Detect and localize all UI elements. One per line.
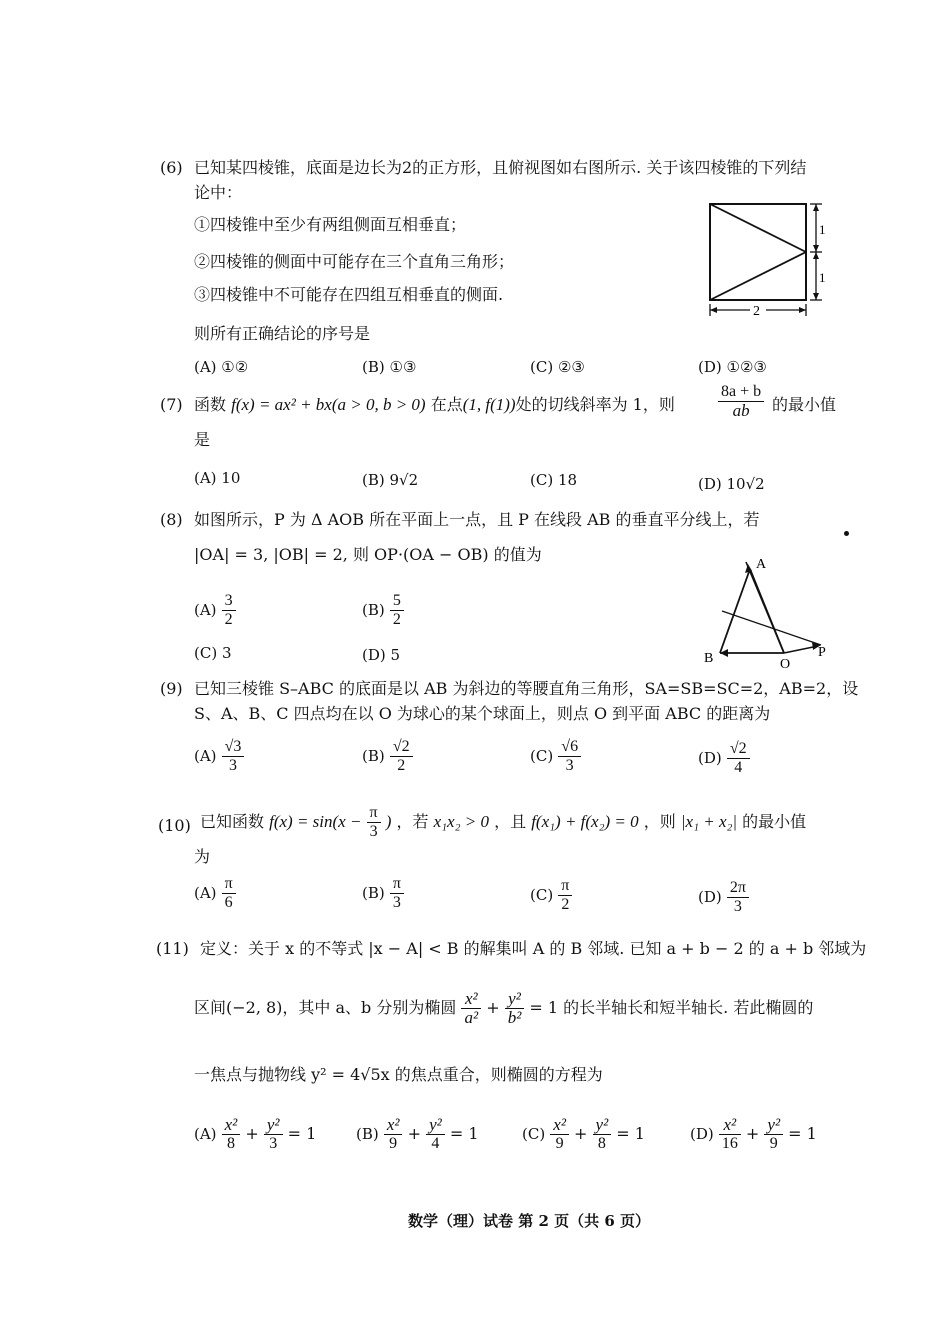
q6-stem-line1: 已知某四棱锥，底面是边长为2的正方形，且俯视图如右图所示. 关于该四棱锥的下列结 <box>194 158 807 177</box>
q6-number: (6) <box>160 158 183 177</box>
q9-option-c: (C) $\frac{√6}{3}$ <box>530 738 581 775</box>
q6-fig-dim-top: 1 <box>819 222 826 237</box>
q10-line2: 为 <box>194 847 211 866</box>
q10-option-a: (A) $\frac{\pi}{6}$ <box>194 875 236 912</box>
q10-number: (10) <box>158 816 191 835</box>
page-footer: 数学（理）试卷 第 2 页（共 6 页） <box>408 1212 650 1230</box>
q6-fig-dim-side: 2 <box>753 304 760 319</box>
q11-number: (11) <box>156 939 189 958</box>
q11-line1: 定义：关于 x 的不等式 |x − A| < B 的解集叫 A 的 B 邻域. 已知 a + b − 2 的 a + b 邻域为 <box>200 939 867 958</box>
q6-fig-dim-bottom: 1 <box>819 270 826 285</box>
q6-top-view-figure <box>700 198 835 323</box>
q6-option-a: (A) ①② <box>194 358 249 376</box>
q11-line3: 一焦点与抛物线 y² = 4√5x 的焦点重合，则椭圆的方程为 <box>194 1065 603 1084</box>
q10-line1: 已知函数 f(x) = sin(x − $\frac{\pi}{3}$ ) ，若 x₁x₂ > 0 ，且 f(x₁) + f(x₂) = 0 ，则 |x₁ + x₂| 的最小值 <box>200 804 807 840</box>
q11-option-d: (D) $\frac{\text{x²}}{16}$ + $\frac{\text{y²}}{9}$ = 1 <box>690 1115 817 1152</box>
q9-line2: S、A、B、C 四点均在以 O 为球心的某个球面上，则点 O 到平面 ABC 的距离为 <box>194 704 771 723</box>
scan-dot <box>844 531 849 536</box>
q7-line1: 函数 f(x) = ax² + bx(a > 0, b > 0) 在点(1, f(1))处的切线斜率为 1，则 <box>194 395 675 414</box>
q11-option-b: (B) $\frac{\text{x²}}{9}$ + $\frac{\text{y²}}{4}$ = 1 <box>356 1115 479 1152</box>
q8-option-a: (A) $\frac{3}{2}$ <box>194 592 236 629</box>
q7-line2: 是 <box>194 430 211 449</box>
q6-question: 则所有正确结论的序号是 <box>194 324 371 343</box>
q9-option-d: (D) $\frac{√2}{4}$ <box>698 740 750 777</box>
q8-number: (8) <box>160 510 183 529</box>
q7-number: (7) <box>160 395 183 414</box>
q6-option-d: (D) ①②③ <box>698 358 767 376</box>
q8-fig-label-p: P <box>818 645 826 660</box>
q9-option-b: (B) $\frac{√2}{2}$ <box>362 738 413 775</box>
q11-option-c: (C) $\frac{\text{x²}}{9}$ + $\frac{\text{y²}}{8}$ = 1 <box>522 1115 645 1152</box>
q10-option-b: (B) $\frac{\pi}{3}$ <box>362 875 404 912</box>
q6-statement-2: ②四棱锥的侧面中可能存在三个直角三角形； <box>194 252 515 271</box>
q8-fig-label-b: B <box>704 651 714 666</box>
q7-option-c: (C) 18 <box>530 471 578 489</box>
q10-option-c: (C) $\frac{\pi}{2}$ <box>530 877 572 914</box>
q8-fig-label-a: A <box>756 557 767 572</box>
q6-statement-1: ①四棱锥中至少有两组侧面互相垂直； <box>194 215 467 234</box>
q7-fraction: $\frac{8a + b}{ab}$ <box>718 383 764 420</box>
q9-option-a: (A) $\frac{√3}{3}$ <box>194 738 244 775</box>
q8-line2: |OA| = 3, |OB| = 2, 则 OP·(OA − OB) 的值为 <box>194 545 542 564</box>
q10-option-d: (D) $\frac{2\pi}{3}$ <box>698 879 749 916</box>
q8-fig-label-o: O <box>780 657 791 672</box>
q6-option-b: (B) ①③ <box>362 358 417 376</box>
q11-line2: 区间(−2, 8)，其中 a、b 分别为椭圆 $\frac{\text{x²}}{\text{a²}}$ + $\frac{\text{y²}}{\text{b²}}$ = 1 的长半轴长和短半轴长. 若此椭圆的 <box>194 989 814 1027</box>
q8-line1: 如图所示，P 为 Δ AOB 所在平面上一点，且 P 在线段 AB 的垂直平分线上，若 <box>194 510 760 529</box>
q7-option-b: (B) 9√2 <box>362 471 419 489</box>
q7-option-d: (D) 10√2 <box>698 475 765 493</box>
q7-tail: 的最小值 <box>772 395 837 414</box>
q8-option-b: (B) $\frac{5}{2}$ <box>362 592 404 629</box>
q6-stem-line2: 论中： <box>194 183 243 202</box>
q8-triangle-figure <box>700 552 840 672</box>
q6-option-c: (C) ②③ <box>530 358 585 376</box>
q6-statement-3: ③四棱锥中不可能存在四组互相垂直的侧面. <box>194 285 504 304</box>
q9-number: (9) <box>160 679 183 698</box>
q11-option-a: (A) $\frac{\text{x²}}{8}$ + $\frac{\text{y²}}{3}$ = 1 <box>194 1115 317 1152</box>
q8-option-c: (C) 3 <box>194 644 232 662</box>
q8-option-d: (D) 5 <box>362 646 401 664</box>
q9-line1: 已知三棱锥 S–ABC 的底面是以 AB 为斜边的等腰直角三角形，SA=SB=SC=2，AB=2，设 <box>194 679 859 698</box>
q7-option-a: (A) 10 <box>194 469 241 487</box>
